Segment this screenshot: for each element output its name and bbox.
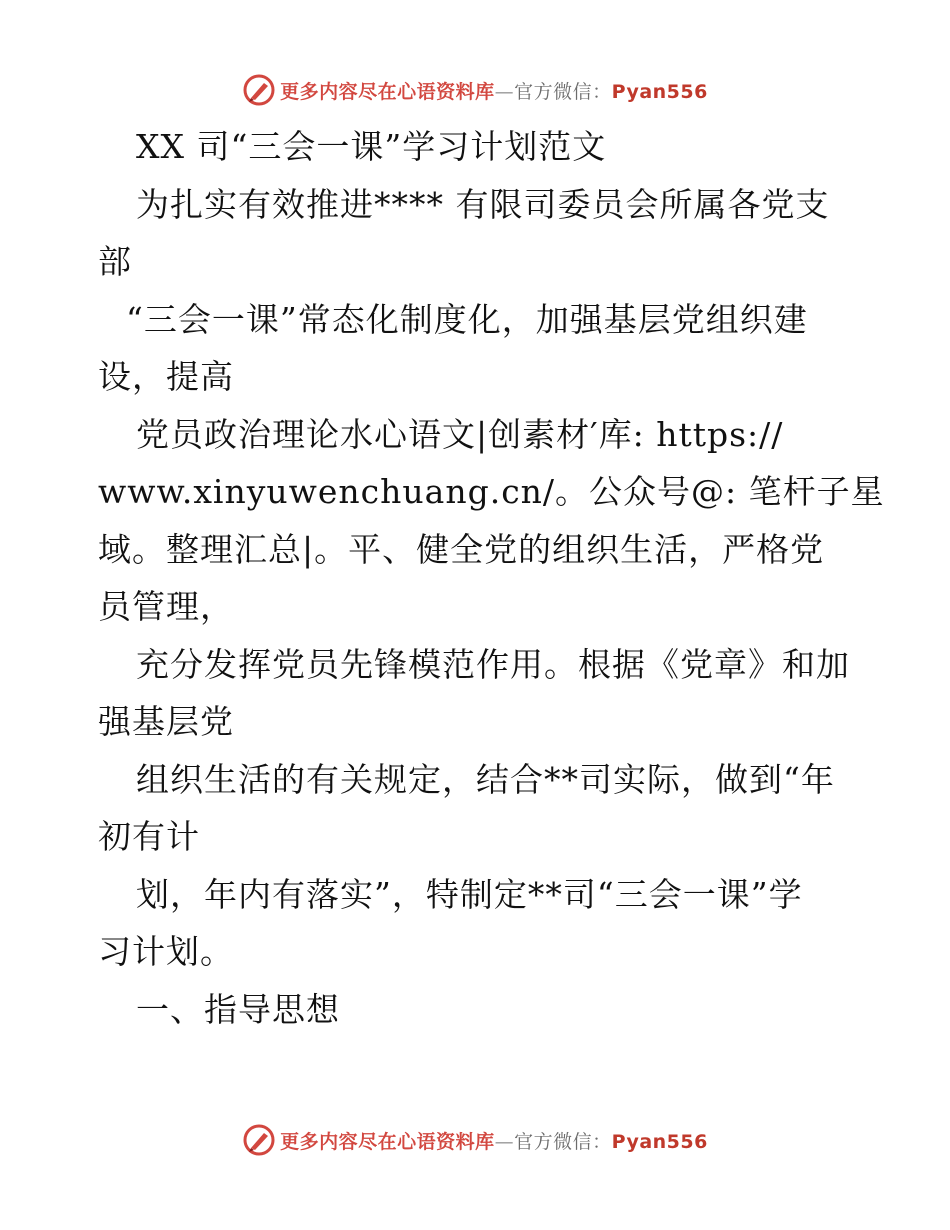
pen-logo-icon — [242, 1123, 276, 1157]
paragraph-line: 域。整理汇总|。平、健全党的组织生活，严格党 — [98, 529, 825, 569]
paragraph-line: 强基层党 — [98, 702, 234, 741]
banner-wechat-id: Pyan556 — [611, 1130, 708, 1153]
paragraph-line: 划，年内有落实”，特制定**司“三会一课”学 — [136, 874, 803, 914]
paragraph-line: www.xinyuwenchuang.cn/。公众号@: 笔杆子星 — [98, 472, 885, 511]
banner-text — [280, 77, 708, 104]
paragraph-line: 初有计 — [98, 817, 200, 856]
section-heading: 一、指导思想 — [136, 989, 340, 1029]
document-body — [98, 118, 885, 1038]
banner-text — [280, 1127, 708, 1154]
paragraph-line: “三会一课”常态化制度化，加强基层党组织建 — [126, 299, 808, 339]
banner-wechat-id: Pyan556 — [611, 80, 708, 103]
paragraph-line: 党员政治理论水心语文|创素材′库: https:// — [136, 414, 784, 454]
paragraph-line: 为扎实有效推进**** 有限司委员会所属各党支 — [136, 184, 830, 224]
banner-main-text: 更多内容尽在心语资料库 — [280, 80, 495, 103]
paragraph-line: 充分发挥党员先锋模范作用。根据《党章》和加 — [136, 644, 850, 684]
paragraph-line: 设，提高 — [98, 357, 234, 396]
banner-main-text: 更多内容尽在心语资料库 — [280, 1130, 495, 1153]
footer-watermark-banner — [0, 1120, 950, 1160]
pen-logo-icon — [242, 73, 276, 107]
banner-separator: — — [494, 80, 515, 103]
paragraph-line: 部 — [98, 242, 132, 281]
banner-wechat-label: 官方微信： — [514, 1130, 612, 1153]
banner-wechat-label: 官方微信： — [514, 80, 612, 103]
document-title: XX 司“三会一课”学习计划范文 — [136, 127, 607, 166]
paragraph-line: 组织生活的有关规定，结合**司实际，做到“年 — [136, 759, 835, 799]
banner-separator: — — [494, 1130, 515, 1153]
paragraph-line: 员管理， — [98, 587, 234, 626]
header-watermark-banner — [0, 70, 950, 110]
paragraph-line: 习计划。 — [98, 932, 234, 971]
